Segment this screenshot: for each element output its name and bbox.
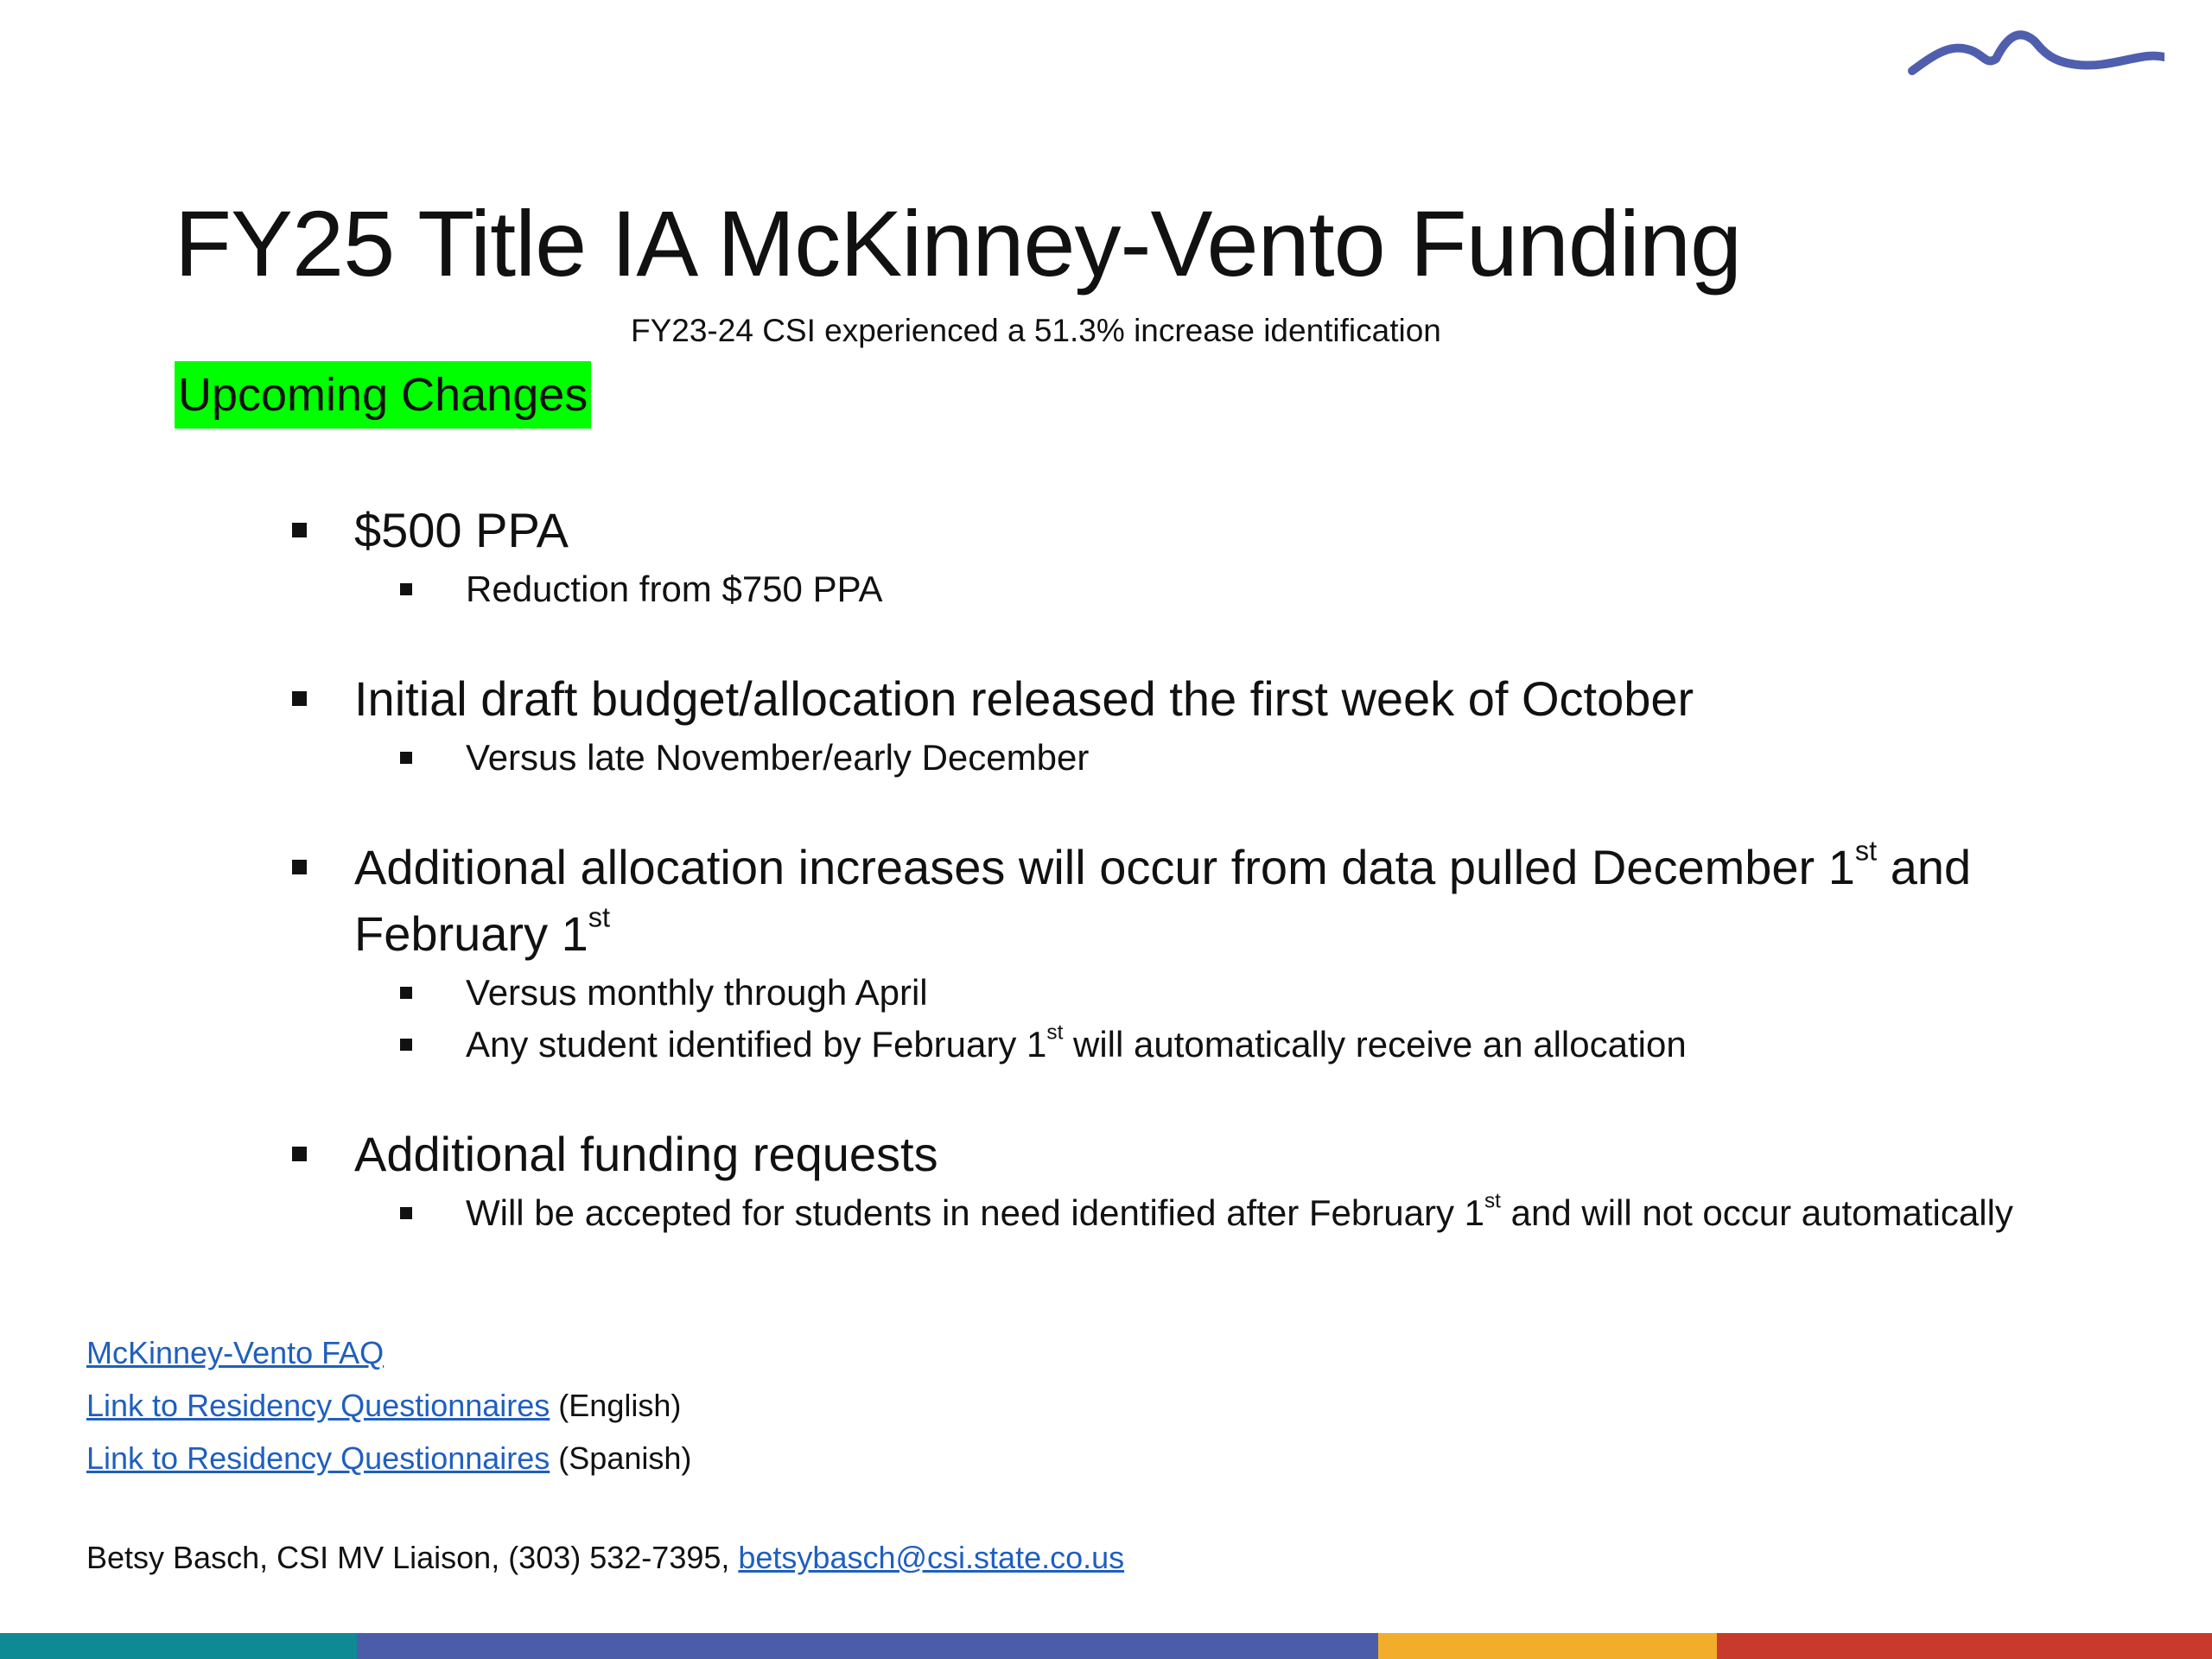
link-row-faq	[86, 1326, 691, 1379]
slide-title: FY25 Title IA McKinney-Vento Funding	[175, 191, 1742, 296]
sub-bullet: Reduction from $750 PPA	[285, 563, 2022, 615]
footer-segment-blue	[357, 1633, 1378, 1659]
square-bullet-icon	[400, 987, 412, 999]
slide-subtitle: FY23-24 CSI experienced a 51.3% increase identification	[631, 313, 1441, 348]
residency-questionnaire-english-link[interactable]: Link to Residency Questionnaires	[86, 1388, 550, 1423]
footer-segment-teal	[0, 1633, 357, 1659]
bullet-list	[285, 497, 2022, 1289]
residency-questionnaire-spanish-link[interactable]: Link to Residency Questionnaires	[86, 1440, 550, 1476]
sub-bullet: Versus monthly through April	[285, 967, 2022, 1019]
contact-line	[86, 1538, 1124, 1578]
faq-link[interactable]: McKinney-Vento FAQ	[86, 1335, 385, 1370]
footer-segment-orange	[1378, 1633, 1717, 1659]
csi-logo	[1905, 17, 2164, 82]
upcoming-changes-heading: Upcoming Changes	[175, 361, 591, 429]
square-bullet-icon	[400, 752, 412, 764]
footer-color-bar	[0, 1633, 2212, 1659]
language-label: (Spanish)	[550, 1440, 692, 1476]
bullet-item	[285, 1121, 2022, 1239]
bullet-item	[285, 834, 2022, 1071]
link-row-english	[86, 1379, 691, 1432]
bullet-main: $500 PPA	[285, 497, 2022, 563]
contact-text: Betsy Basch, CSI MV Liaison, (303) 532-7395,	[86, 1540, 739, 1575]
square-bullet-icon	[292, 523, 307, 537]
bullet-main: Additional funding requests	[285, 1121, 2022, 1187]
sub-bullet: Any student identified by February 1st will automatically receive an allocation	[285, 1019, 2022, 1071]
bullet-main: Additional allocation increases will occur from data pulled December 1st and February 1st	[285, 834, 2022, 967]
square-bullet-icon	[400, 1039, 412, 1051]
resource-links	[86, 1326, 691, 1484]
email-link[interactable]: betsybasch@csi.state.co.us	[738, 1540, 1125, 1575]
language-label: (English)	[550, 1388, 682, 1423]
square-bullet-icon	[292, 860, 307, 874]
bullet-main: Initial draft budget/allocation released the first week of October	[285, 665, 2022, 732]
link-row-spanish	[86, 1432, 691, 1484]
square-bullet-icon	[292, 1147, 307, 1161]
bullet-item	[285, 497, 2022, 615]
bullet-item	[285, 665, 2022, 784]
footer-segment-red	[1717, 1633, 2212, 1659]
square-bullet-icon	[292, 691, 307, 706]
square-bullet-icon	[400, 1207, 412, 1219]
sub-bullet: Versus late November/early December	[285, 732, 2022, 784]
square-bullet-icon	[400, 583, 412, 595]
sub-bullet: Will be accepted for students in need identified after February 1st and will not occur automatically	[285, 1187, 2022, 1239]
